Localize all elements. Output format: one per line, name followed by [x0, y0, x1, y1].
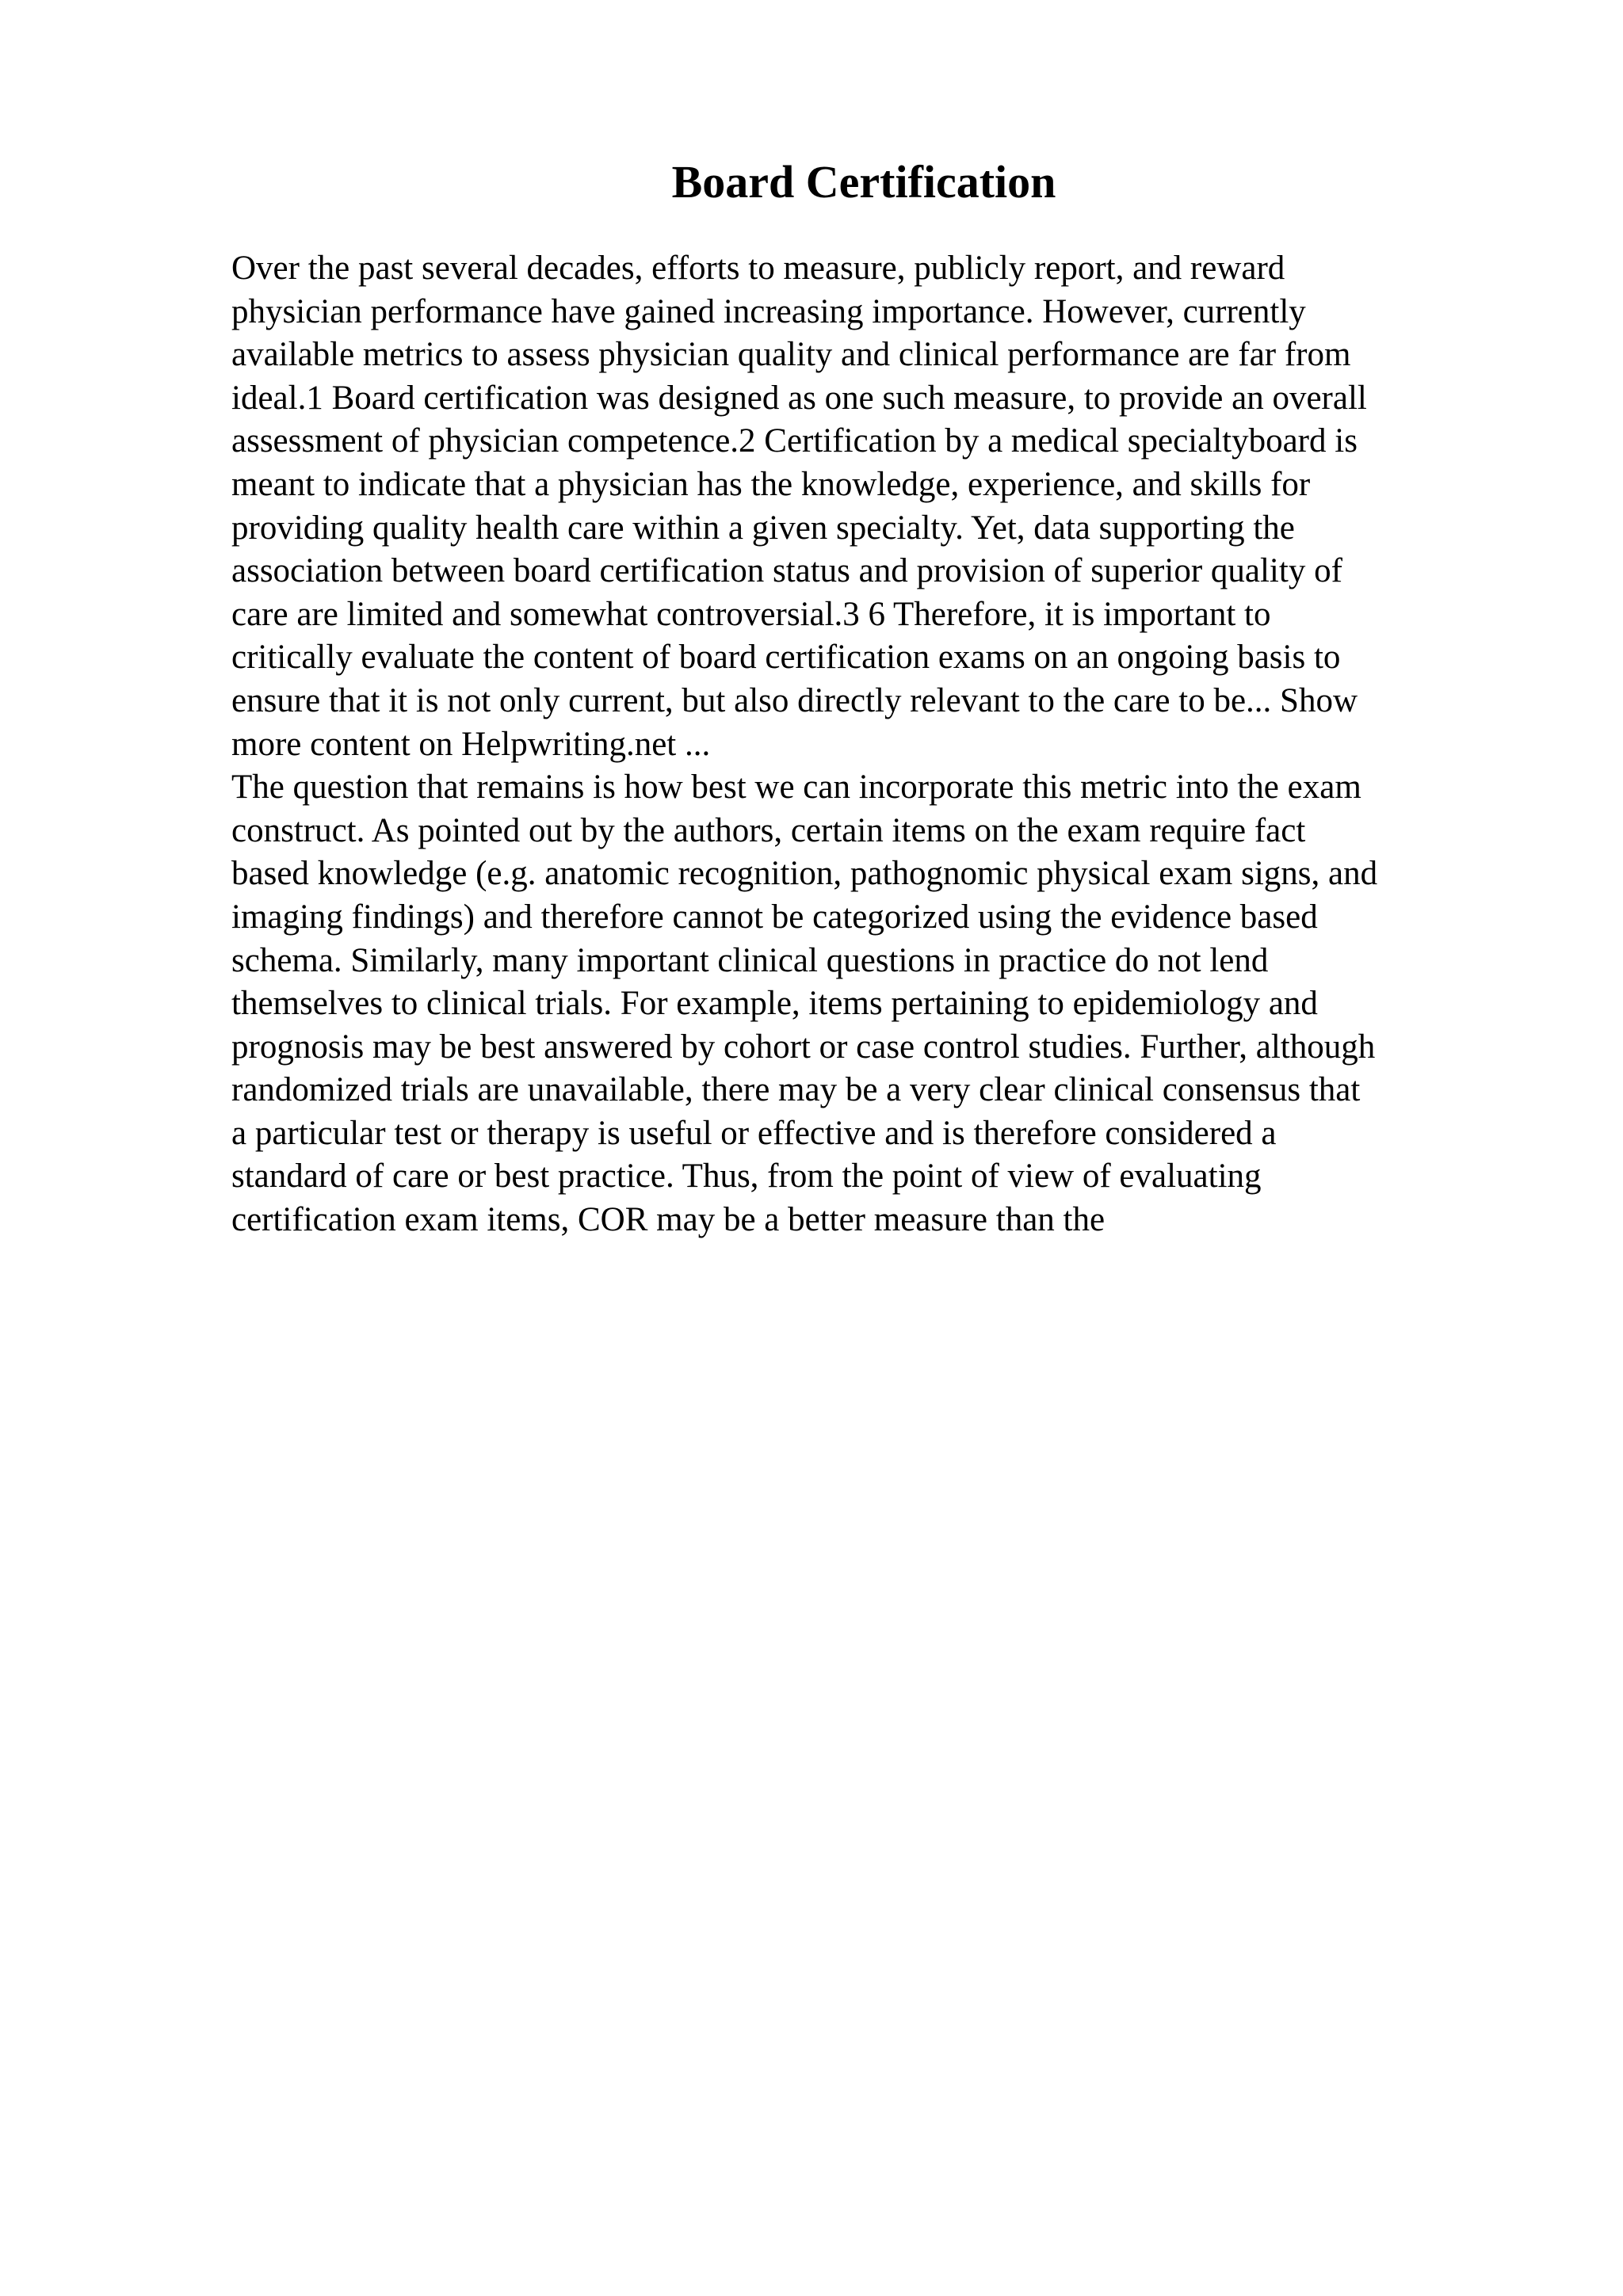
- document-body: [231, 247, 1491, 1242]
- body-line: imaging findings) and therefore cannot be categorized using the evidence based: [231, 898, 1318, 936]
- body-line: association between board certification status and provision of superior quality of: [231, 552, 1342, 590]
- body-line: care are limited and somewhat controversial.3 6 Therefore, it is important to: [231, 595, 1271, 633]
- body-line: certification exam items, COR may be a better measure than the: [231, 1201, 1106, 1239]
- body-line: based knowledge (e.g. anatomic recognition, pathognomic physical exam signs, and: [231, 855, 1378, 893]
- body-line: ideal.1 Board certification was designed as one such measure, to provide an overall: [231, 379, 1367, 417]
- body-line: prognosis may be best answered by cohort or case control studies. Further, although: [231, 1028, 1376, 1066]
- body-line: a particular test or therapy is useful or effective and is therefore considered a: [231, 1114, 1277, 1152]
- body-line: critically evaluate the content of board certification exams on an ongoing basis to: [231, 639, 1341, 677]
- body-line: Over the past several decades, efforts to measure, publicly report, and reward: [231, 250, 1285, 287]
- body-line: schema. Similarly, many important clinical questions in practice do not lend: [231, 941, 1269, 979]
- body-line: physician performance have gained increasing importance. However, currently: [231, 292, 1306, 330]
- document-title: Board Certification: [671, 156, 1056, 208]
- body-line: ensure that it is not only current, but also directly relevant to the care to be... Show: [231, 681, 1358, 719]
- body-line: The question that remains is how best we can incorporate this metric into the exam: [231, 769, 1361, 807]
- body-line: more content on Helpwriting.net ...: [231, 725, 711, 763]
- body-line: standard of care or best practice. Thus, from the point of view of evaluating: [231, 1158, 1262, 1196]
- body-line: assessment of physician competence.2 Certification by a medical specialtyboard is: [231, 422, 1358, 460]
- body-line: randomized trials are unavailable, there may be a very clear clinical consensus that: [231, 1071, 1361, 1109]
- body-line: meant to indicate that a physician has the knowledge, experience, and skills for: [231, 465, 1311, 503]
- body-line: themselves to clinical trials. For example, items pertaining to epidemiology and: [231, 985, 1318, 1023]
- body-line: available metrics to assess physician quality and clinical performance are far from: [231, 336, 1351, 374]
- body-line: construct. As pointed out by the authors, certain items on the exam require fact: [231, 811, 1306, 849]
- body-line: providing quality health care within a given specialty. Yet, data supporting the: [231, 509, 1295, 547]
